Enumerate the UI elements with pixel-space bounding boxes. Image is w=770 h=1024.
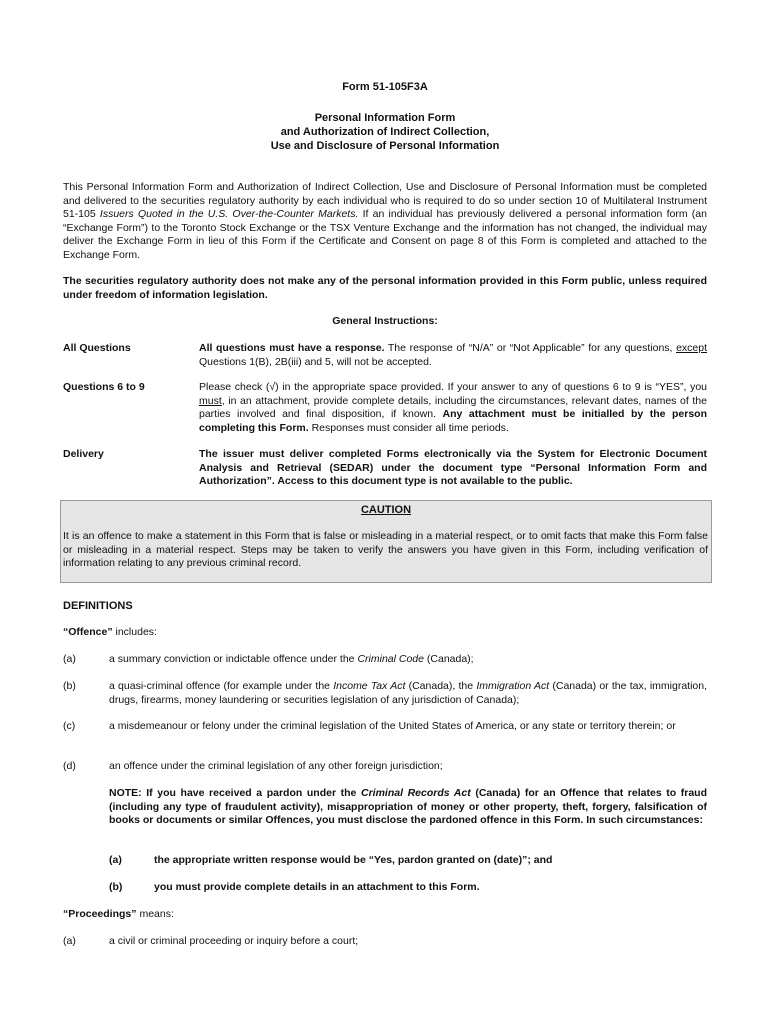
- instruction-text: Please check (√) in the appropriate space provided. If your answer to any of questions 6 to 9 is “YES”, you: [199, 381, 707, 393]
- text-part: NOTE: If you have received a pardon under the: [109, 787, 361, 799]
- proceedings-term: “Proceedings”: [63, 908, 137, 920]
- intro-text-1: This Personal Information Form and Authorization of Indirect Collection, Use and Disclosure of Personal Information must be completed and delivered to the securities regulatory authority by each individual who is required to do so under section 10 of Multilateral Instrument 51-105: [63, 181, 707, 220]
- statute-name: Criminal Records Act: [360, 787, 471, 799]
- public-notice: The securities regulatory authority does not make any of the personal information provided in this Form public, unless required under freedom of information legislation.: [63, 275, 707, 301]
- form-title-line1: Personal Information Form: [314, 112, 456, 124]
- statute-name: Immigration Act: [476, 680, 550, 692]
- intro-text-2: If an individual has previously delivered a personal information form (an “Exchange Form”) to the Toronto Stock Exchange or the TSX Venture Exchange and the information has not changed, the individual may deliver the Exchange Form in lieu of this Form if the Certificate and Consent on page 8 of this Form is completed and attached to the Exchange Form.: [63, 208, 707, 261]
- note-item-letter: (a): [109, 854, 122, 866]
- definitions-heading: DEFINITIONS: [63, 600, 133, 612]
- note-item-text: the appropriate written response would be “Yes, pardon granted on (date)”; and: [154, 854, 553, 866]
- instruction-label-all-questions: All Questions: [63, 342, 131, 354]
- caution-box: [60, 500, 712, 583]
- intro-paragraph: [63, 181, 707, 262]
- instruction-text-questions-6-9: [199, 381, 707, 435]
- instruction-text-mid: , in an attachment, provide complete details, including the circumstances, relevant dates, names of the parties involved and final disposition, if known.: [199, 394, 707, 420]
- offence-definition-intro: [63, 626, 157, 640]
- caution-text: It is an offence to make a statement in this Form that is false or misleading in a material respect, or to omit facts that make this Form false or misleading in a material respect. Steps may be taken to verify the answers you have given in this Form, including verification of information relating to any previous criminal record.: [63, 530, 708, 569]
- offence-includes: includes:: [112, 626, 157, 638]
- text-part: a summary conviction or indictable offence under the: [109, 653, 358, 665]
- proceedings-item-letter: (a): [63, 935, 76, 947]
- text-part: (Canada), the: [405, 680, 477, 692]
- instruction-text-all-questions: [199, 342, 707, 369]
- form-title-line2: and Authorization of Indirect Collection,: [280, 126, 490, 138]
- text-part: (Canada) or the tax, immigration, drugs, firearms, money laundering or securities legislation of any jurisdiction of Canada);: [109, 680, 708, 706]
- instruction-label-delivery: Delivery: [63, 448, 104, 460]
- offence-item-letter: (a): [63, 653, 76, 665]
- offence-item-letter: (d): [63, 760, 76, 772]
- general-instructions-heading: General Instructions:: [332, 315, 438, 327]
- proceedings-definition-intro: [63, 908, 174, 922]
- instrument-name: Issuers Quoted in the U.S. Over-the-Counter Markets.: [99, 208, 359, 220]
- statute-name: Criminal Code: [357, 653, 424, 665]
- note-item-letter: (b): [109, 881, 123, 893]
- offence-item-letter: (c): [63, 720, 76, 732]
- instruction-underlined: must: [199, 394, 222, 407]
- instruction-text-after: Responses must consider all time periods.: [308, 421, 509, 434]
- note-item-text: you must provide complete details in an attachment to this Form.: [154, 881, 480, 893]
- proceedings-means: means:: [136, 908, 174, 920]
- offence-item-letter: (b): [63, 680, 76, 692]
- proceedings-item-text: a civil or criminal proceeding or inquiry before a court;: [109, 935, 359, 947]
- instruction-label-questions-6-9: Questions 6 to 9: [63, 381, 145, 393]
- form-title-line3: Use and Disclosure of Personal Information: [270, 140, 500, 152]
- text-part: (Canada);: [423, 653, 474, 665]
- statute-name: Income Tax Act: [333, 680, 406, 692]
- instruction-text-delivery: The issuer must deliver completed Forms electronically via the System for Electronic Document Analysis and Retrieval (SEDAR) under the document type “Personal Information Form and Authorization”. Access to this document type is not available to the public.: [199, 448, 707, 487]
- instruction-text: The response of “N/A” or “Not Applicable” for any questions,: [384, 342, 677, 354]
- offence-item-text: [109, 680, 707, 707]
- instruction-underlined: except: [676, 342, 707, 354]
- instruction-text-after: Questions 1(B), 2B(iii) and 5, will not be accepted.: [199, 355, 432, 368]
- offence-item-text: a misdemeanour or felony under the criminal legislation of the United States of America, or any state or territory therein; or: [109, 720, 676, 732]
- text-part: a quasi-criminal offence (for example under the: [109, 680, 334, 692]
- text-part: (Canada) for an Offence that relates to fraud (including any type of fraudulent activity), misappropriation of money or other property, theft, forgery, falsification of books or documents or similar Offences, you must disclose the pardoned offence in this Form. In such circumstances:: [109, 787, 708, 826]
- pardon-note: [109, 787, 707, 828]
- form-number: Form 51-105F3A: [342, 81, 428, 93]
- instruction-bold: All questions must have a response.: [199, 342, 385, 354]
- offence-item-text: [109, 653, 707, 667]
- offence-term: “Offence”: [63, 626, 113, 638]
- offence-item-text: an offence under the criminal legislation of any other foreign jurisdiction;: [109, 760, 443, 772]
- instruction-bold: Any attachment must be initialled by the person completing this Form.: [199, 408, 707, 434]
- caution-heading: CAUTION: [360, 504, 412, 516]
- form-title: [60, 111, 710, 153]
